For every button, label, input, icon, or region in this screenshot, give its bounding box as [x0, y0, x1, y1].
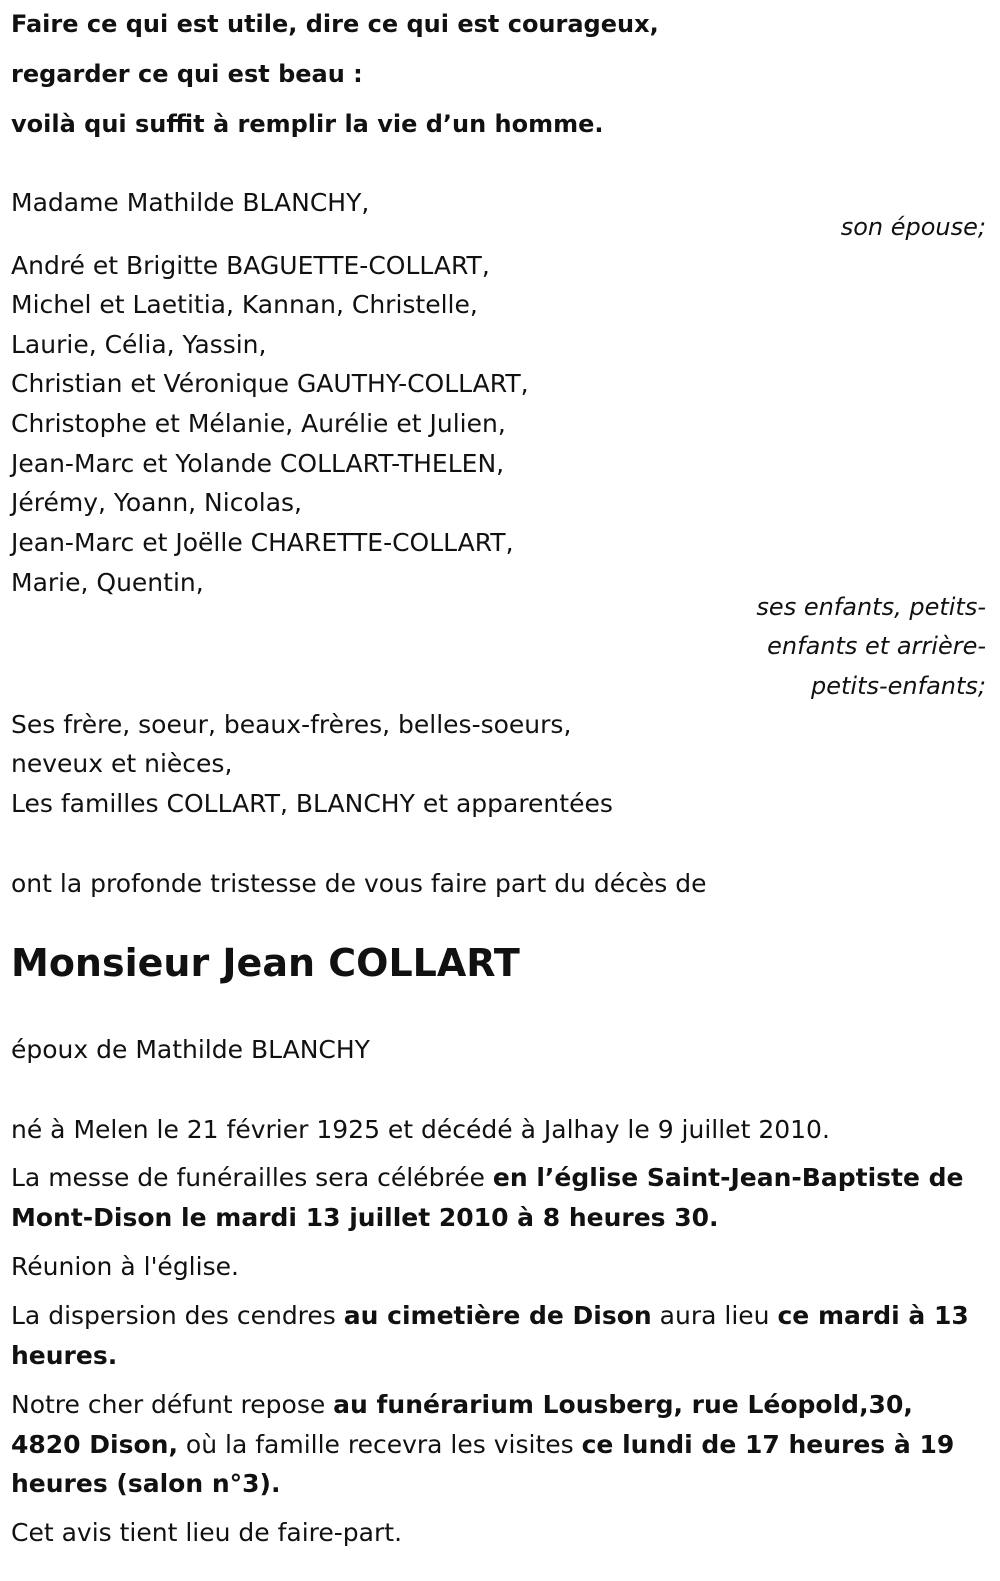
dispersion-line-2: heures.: [11, 1341, 118, 1370]
mass-place: en l’église Saint-Jean-Baptiste de: [492, 1163, 964, 1192]
dispersion-place: au cimetière de Dison: [343, 1301, 652, 1330]
family-line: Laurie, Célia, Yassin,: [11, 330, 267, 359]
spouse-role: son épouse;: [840, 213, 986, 241]
quote-line-2: regarder ce qui est beau :: [11, 60, 363, 88]
quote-line-1: Faire ce qui est utile, dire ce qui est courageux,: [11, 10, 659, 38]
family-line: Jean-Marc et Joëlle CHARETTE-COLLART,: [11, 528, 514, 557]
family-line: Christian et Véronique GAUTHY-COLLART,: [11, 369, 529, 398]
repose-time: ce lundi de 17 heures à 19: [581, 1430, 955, 1459]
mass-line-2: Mont-Dison le mardi 13 juillet 2010 à 8 heures 30.: [11, 1203, 719, 1232]
dispersion-intro: La dispersion des cendres: [11, 1301, 344, 1330]
dispersion-time: ce mardi à 13: [777, 1301, 969, 1330]
mass-intro: La messe de funérailles sera célébrée: [11, 1163, 493, 1192]
repose-middle: où la famille recevra les visites: [177, 1430, 582, 1459]
quote-line-3: voilà qui suffit à remplir la vie d’un homme.: [11, 110, 604, 138]
spouse-line: Madame Mathilde BLANCHY,: [11, 188, 370, 217]
dispersion-middle: aura lieu: [651, 1301, 778, 1330]
family-line: André et Brigitte BAGUETTE-COLLART,: [11, 251, 490, 280]
repose-line-2: [11, 1425, 954, 1465]
repose-intro: Notre cher défunt repose: [11, 1390, 334, 1419]
family-line: Marie, Quentin,: [11, 568, 204, 597]
closing: Cet avis tient lieu de faire-part.: [11, 1518, 403, 1547]
family-line: Jérémy, Yoann, Nicolas,: [11, 488, 302, 517]
relatives-line: Les familles COLLART, BLANCHY et apparentées: [11, 789, 613, 818]
repose-line-3: heures (salon n°3).: [11, 1469, 281, 1498]
meeting: Réunion à l'église.: [11, 1252, 239, 1281]
repose-line-1: [11, 1385, 913, 1425]
dispersion-line-1: [11, 1296, 969, 1336]
family-line: Christophe et Mélanie, Aurélie et Julien,: [11, 409, 506, 438]
children-role-line: enfants et arrière-: [767, 632, 986, 660]
mass-line-1: [11, 1158, 963, 1198]
family-line: Jean-Marc et Yolande COLLART-THELEN,: [11, 449, 505, 478]
announcement: ont la profonde tristesse de vous faire part du décès de: [11, 869, 707, 898]
relatives-line: Ses frère, soeur, beaux-frères, belles-soeurs,: [11, 710, 572, 739]
repose-place-2: 4820 Dison,: [11, 1430, 178, 1459]
repose-place: au funérarium Lousberg, rue Léopold,30,: [333, 1390, 913, 1419]
children-role-line: petits-enfants;: [811, 672, 986, 700]
birth-death: né à Melen le 21 février 1925 et décédé à Jalhay le 9 juillet 2010.: [11, 1115, 830, 1144]
deceased-name: Monsieur Jean COLLART: [11, 941, 520, 985]
deceased-spouse: époux de Mathilde BLANCHY: [11, 1035, 370, 1064]
family-line: Michel et Laetitia, Kannan, Christelle,: [11, 290, 478, 319]
children-role-line: ses enfants, petits-: [756, 593, 986, 621]
relatives-line: neveux et nièces,: [11, 749, 233, 778]
